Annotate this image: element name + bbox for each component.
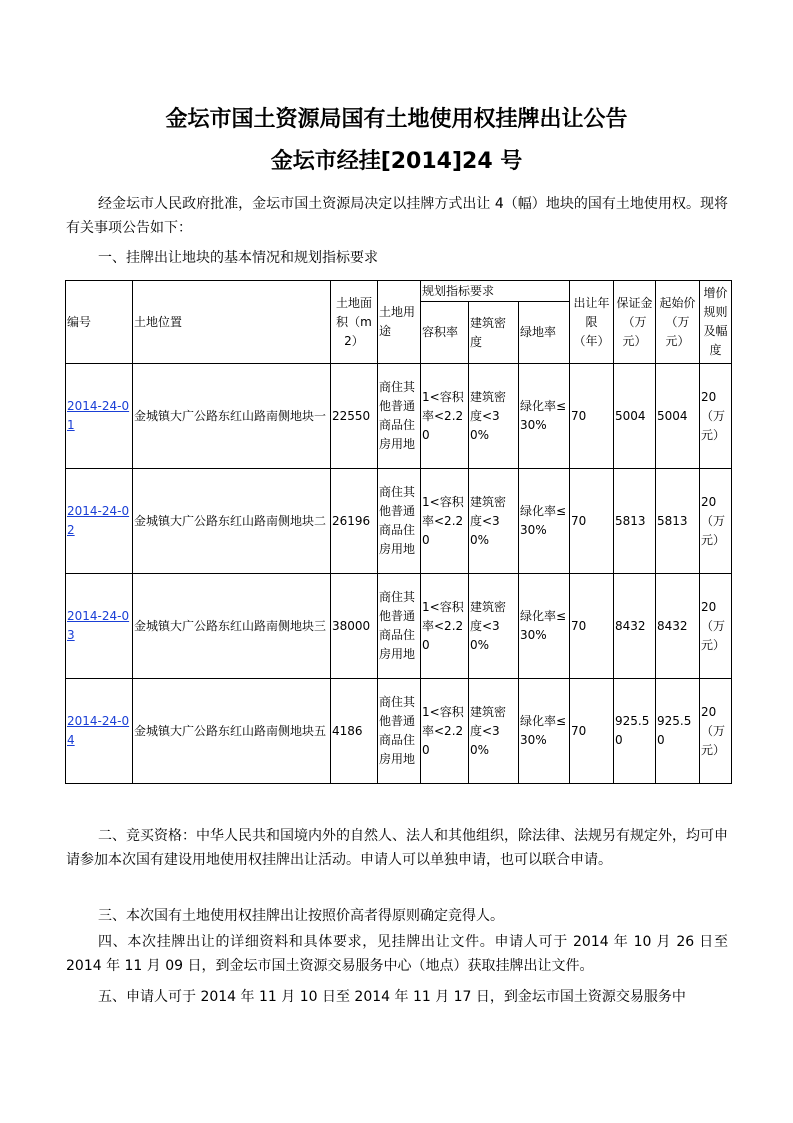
cell-location: 金城镇大广公路东红山路南侧地块五 bbox=[133, 679, 331, 784]
cell-deposit: 8432 bbox=[614, 574, 656, 679]
cell-increment: 20（万元） bbox=[700, 469, 732, 574]
header-location: 土地位置 bbox=[133, 281, 331, 364]
table-row bbox=[66, 364, 732, 469]
cell-start-price: 5813 bbox=[656, 469, 700, 574]
cell-deposit: 925.50 bbox=[614, 679, 656, 784]
cell-use: 商住其他普通商品住房用地 bbox=[378, 679, 421, 784]
section-4-paragraph: 四、本次挂牌出让的详细资料和具体要求，见挂牌出让文件。申请人可于 2014 年 10 月 26 日至 2014 年 11 月 09 日，到金坛市国土资源交易服务中心（地点）获取挂牌出让文件。 bbox=[66, 934, 728, 974]
cell-density: 建筑密度<30% bbox=[469, 679, 519, 784]
cell-density: 建筑密度<30% bbox=[469, 469, 519, 574]
cell-increment: 20（万元） bbox=[700, 574, 732, 679]
parcel-id-link[interactable]: 2014-24-04 bbox=[67, 714, 130, 747]
cell-green: 绿化率≤30% bbox=[519, 574, 570, 679]
cell-far: 1<容积率<2.20 bbox=[421, 574, 469, 679]
header-far: 容积率 bbox=[421, 302, 469, 364]
cell-density: 建筑密度<30% bbox=[469, 364, 519, 469]
cell-start-price: 925.50 bbox=[656, 679, 700, 784]
cell-far: 1<容积率<2.20 bbox=[421, 364, 469, 469]
header-term: 出让年限（年） bbox=[570, 281, 614, 364]
cell-green: 绿化率≤30% bbox=[519, 679, 570, 784]
cell-green: 绿化率≤30% bbox=[519, 364, 570, 469]
cell-green: 绿化率≤30% bbox=[519, 469, 570, 574]
parcel-id-link[interactable]: 2014-24-01 bbox=[67, 399, 130, 432]
table-row bbox=[66, 679, 732, 784]
section-5-paragraph: 五、申请人可于 2014 年 11 月 10 日至 2014 年 11 月 17 日，到金坛市国土资源交易服务中 bbox=[98, 989, 686, 1005]
header-id: 编号 bbox=[66, 281, 133, 364]
cell-term: 70 bbox=[570, 469, 614, 574]
header-deposit: 保证金（万元） bbox=[614, 281, 656, 364]
header-green: 绿地率 bbox=[519, 302, 570, 364]
header-planning: 规划指标要求 bbox=[421, 281, 570, 302]
cell-use: 商住其他普通商品住房用地 bbox=[378, 574, 421, 679]
cell-start-price: 8432 bbox=[656, 574, 700, 679]
section-1-heading: 一、挂牌出让地块的基本情况和规划指标要求 bbox=[98, 250, 378, 266]
section-3-paragraph: 三、本次国有土地使用权挂牌出让按照价高者得原则确定竞得人。 bbox=[98, 908, 504, 924]
cell-area: 22550 bbox=[331, 364, 378, 469]
cell-deposit: 5004 bbox=[614, 364, 656, 469]
cell-area: 26196 bbox=[331, 469, 378, 574]
intro-paragraph: 经金坛市人民政府批准，金坛市国土资源局决定以挂牌方式出让 4（幅）地块的国有土地使用权。现将有关事项公告如下： bbox=[66, 196, 728, 236]
header-density: 建筑密度 bbox=[469, 302, 519, 364]
cell-term: 70 bbox=[570, 364, 614, 469]
cell-area: 4186 bbox=[331, 679, 378, 784]
cell-far: 1<容积率<2.20 bbox=[421, 679, 469, 784]
cell-deposit: 5813 bbox=[614, 469, 656, 574]
cell-use: 商住其他普通商品住房用地 bbox=[378, 364, 421, 469]
cell-increment: 20（万元） bbox=[700, 364, 732, 469]
cell-location: 金城镇大广公路东红山路南侧地块二 bbox=[133, 469, 331, 574]
cell-location: 金城镇大广公路东红山路南侧地块三 bbox=[133, 574, 331, 679]
parcel-id-link[interactable]: 2014-24-03 bbox=[67, 609, 130, 642]
table-header-row bbox=[66, 281, 732, 302]
header-start-price: 起始价（万元） bbox=[656, 281, 700, 364]
document-number: 金坛市经挂[2014]24 号 bbox=[270, 149, 523, 174]
cell-far: 1<容积率<2.20 bbox=[421, 469, 469, 574]
cell-term: 70 bbox=[570, 679, 614, 784]
cell-increment: 20（万元） bbox=[700, 679, 732, 784]
cell-term: 70 bbox=[570, 574, 614, 679]
parcel-id-link[interactable]: 2014-24-02 bbox=[67, 504, 130, 537]
cell-location: 金城镇大广公路东红山路南侧地块一 bbox=[133, 364, 331, 469]
cell-area: 38000 bbox=[331, 574, 378, 679]
land-parcel-table bbox=[65, 280, 732, 784]
cell-density: 建筑密度<30% bbox=[469, 574, 519, 679]
section-2-paragraph: 二、竞买资格：中华人民共和国境内外的自然人、法人和其他组织，除法律、法规另有规定外，均可申请参加本次国有建设用地使用权挂牌出让活动。申请人可以单独申请，也可以联合申请。 bbox=[66, 828, 728, 868]
cell-use: 商住其他普通商品住房用地 bbox=[378, 469, 421, 574]
cell-start-price: 5004 bbox=[656, 364, 700, 469]
table-row bbox=[66, 574, 732, 679]
header-use: 土地用途 bbox=[378, 281, 421, 364]
header-increment: 增价规则及幅度 bbox=[700, 281, 732, 364]
header-area: 土地面积（m2） bbox=[331, 281, 378, 364]
table-row bbox=[66, 469, 732, 574]
document-title: 金坛市国土资源局国有土地使用权挂牌出让公告 bbox=[165, 107, 628, 132]
